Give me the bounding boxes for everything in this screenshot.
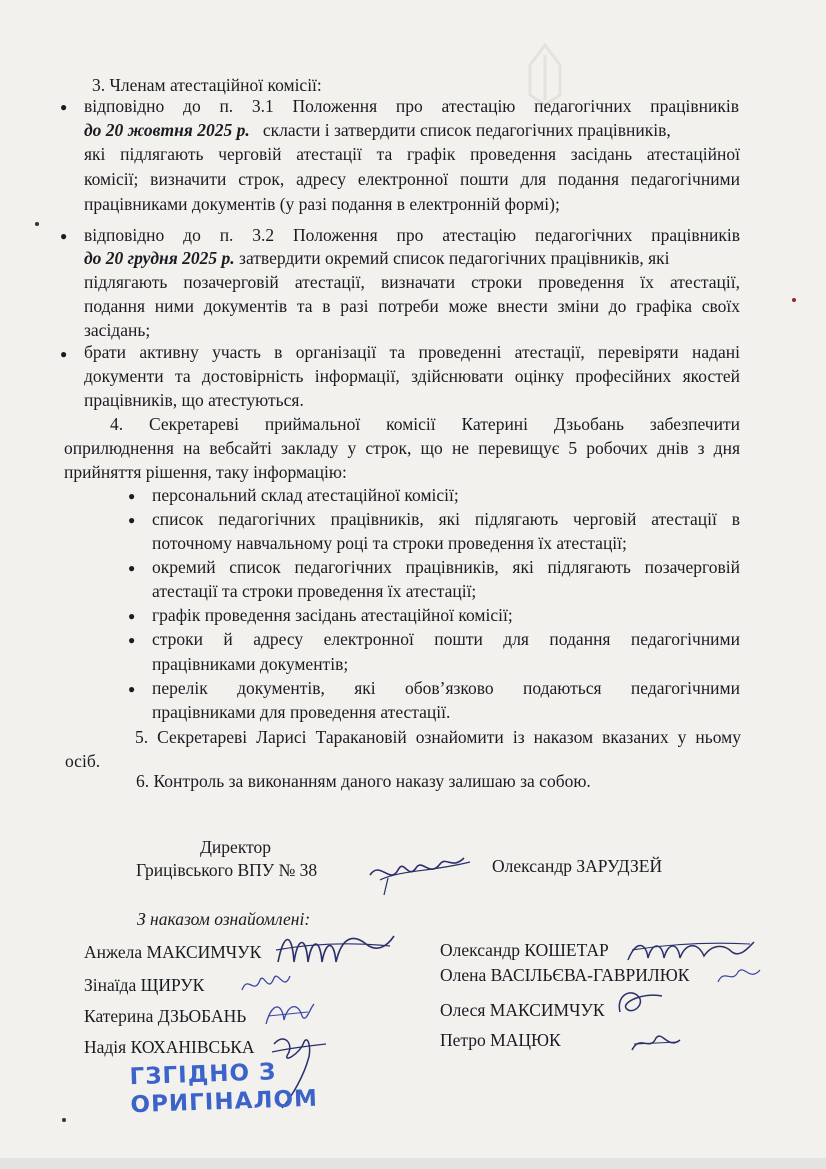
bullet-icon: ● <box>128 489 136 503</box>
s4-item1: персональний склад атестаційної комісії; <box>152 485 459 505</box>
s4-item4: графік проведення засідань атестаційної комісії; <box>152 605 513 625</box>
section-5-line1: 5. Секретареві Ларисі Таракановій ознайомити із наказом вказаних у ньому <box>135 727 741 747</box>
ack-right-4: Петро МАЦЮК <box>440 1030 561 1050</box>
deadline-date: до 20 грудня 2025 р. <box>84 248 235 268</box>
s3-b2-line1: відповідно до п. 3.2 Положення про атестацію педагогічних працівників <box>84 225 740 245</box>
section-3-heading: 3. Членам атестаційної комісії: <box>92 75 322 95</box>
s4-item6-line2: працівниками для проведення атестації. <box>152 702 451 722</box>
s3-b3-line2: документи та достовірність інформації, здійснювати оцінку професійних якостей <box>84 366 740 386</box>
s4-item6-line1: перелік документів, які обов’язково подаються педагогічними <box>152 678 740 698</box>
stamp-line1: ГЗГІДНО З <box>129 1059 277 1091</box>
s4-item3-line2: атестації та строки проведення їх атестації; <box>152 581 477 601</box>
ack-left-1: Анжела МАКСИМЧУК <box>84 942 262 962</box>
signature-icon <box>258 994 318 1034</box>
director-signature-icon <box>360 840 480 900</box>
s3-b3-line3: працівників, що атестуються. <box>84 390 304 410</box>
ack-heading: З наказом ознайомлені: <box>137 909 311 929</box>
s3-b1-line1: відповідно до п. 3.1 Положення про атестацію педагогічних працівників <box>84 96 739 116</box>
s4-item5-line1: строки й адресу електронної пошти для подання педагогічними <box>152 629 740 649</box>
ack-left-3: Катерина ДЗЬОБАНЬ <box>84 1006 247 1026</box>
signature-icon <box>714 962 764 990</box>
bullet-icon: ● <box>60 347 68 361</box>
scan-speck <box>35 222 39 226</box>
s3-b1-line4: комісії; визначити строк, адресу електронної пошти для подання педагогічними <box>84 169 740 189</box>
bullet-icon: ● <box>60 100 68 114</box>
bullet-icon: ● <box>128 633 136 647</box>
signature-icon <box>610 982 670 1022</box>
s3-b1-line2 <box>84 120 671 141</box>
section-4-line3: прийняття рішення, таку інформацію: <box>64 462 347 482</box>
s3-b1-line2-rest: скласти і затвердити список педагогічних працівників, <box>262 120 671 140</box>
director-name: Олександр ЗАРУДЗЕЙ <box>492 856 663 876</box>
s3-b3-line1: брати активну участь в організації та проведенні атестації, перевіряти надані <box>84 342 740 362</box>
s3-b2-line3: підлягають позачерговій атестації, визначати строки проведення їх атестації, <box>84 272 740 292</box>
s3-b1-line5: працівниками документів (у разі подання в електронній формі); <box>84 194 560 214</box>
ack-right-3: Олеся МАКСИМЧУК <box>440 1000 605 1020</box>
section-4-line2: оприлюднення на вебсайті закладу у строк, що не перевищує 5 робочих днів з дня <box>64 438 740 458</box>
s3-b2-line2-rest: затвердити окремий список педагогічних працівників, які <box>239 248 670 268</box>
bullet-icon: ● <box>128 609 136 623</box>
bullet-icon: ● <box>128 513 136 527</box>
s3-b2-line5: засідань; <box>84 320 151 340</box>
bullet-icon: ● <box>128 682 136 696</box>
scan-speck <box>792 298 796 302</box>
bullet-icon: ● <box>60 229 68 243</box>
section-6: 6. Контроль за виконанням даного наказу залишаю за собою. <box>136 771 591 791</box>
signature-icon <box>270 922 400 977</box>
ack-left-4: Надія КОХАНІВСЬКА <box>84 1037 255 1057</box>
stamp-line2: ОРИГІНАЛОМ <box>130 1085 319 1119</box>
section-4-line1: 4. Секретареві приймальної комісії Катерині Дзьобань забезпечити <box>110 414 740 434</box>
s4-item3-line1: окремий список педагогічних працівників, які підлягають позачерговій <box>152 557 740 577</box>
s4-item5-line2: працівниками документів; <box>152 654 349 674</box>
copy-certified-stamp <box>129 1057 318 1120</box>
scan-edge <box>0 1158 826 1169</box>
school-name: Грицівського ВПУ № 38 <box>136 860 318 880</box>
s3-b2-line2 <box>84 248 670 269</box>
scan-speck <box>62 1118 66 1122</box>
s4-item2-line2: поточному навчальному році та строки проведення їх атестації; <box>152 533 627 553</box>
ack-right-1: Олександр КОШЕТАР <box>440 940 609 960</box>
ack-right-2: Олена ВАСІЛЬЄВА-ГАВРИЛЮК <box>440 965 690 985</box>
signature-icon <box>626 1028 686 1058</box>
s3-b2-line4: подання ними документів та в разі потреби може внести зміни до графіка своїх <box>84 296 740 316</box>
section-5-line2: осіб. <box>65 751 101 771</box>
deadline-date: до 20 жовтня 2025 р. <box>84 120 250 140</box>
bullet-icon: ● <box>128 561 136 575</box>
s4-item2-line1: список педагогічних працівників, які підлягають черговій атестації в <box>152 509 740 529</box>
s3-b1-line3: які підлягають черговій атестації та графік проведення засідань атестаційної <box>84 144 740 164</box>
director-title: Директор <box>200 837 272 857</box>
signature-icon <box>236 966 296 1001</box>
ack-left-2: Зінаїда ЩИРУК <box>84 975 205 995</box>
